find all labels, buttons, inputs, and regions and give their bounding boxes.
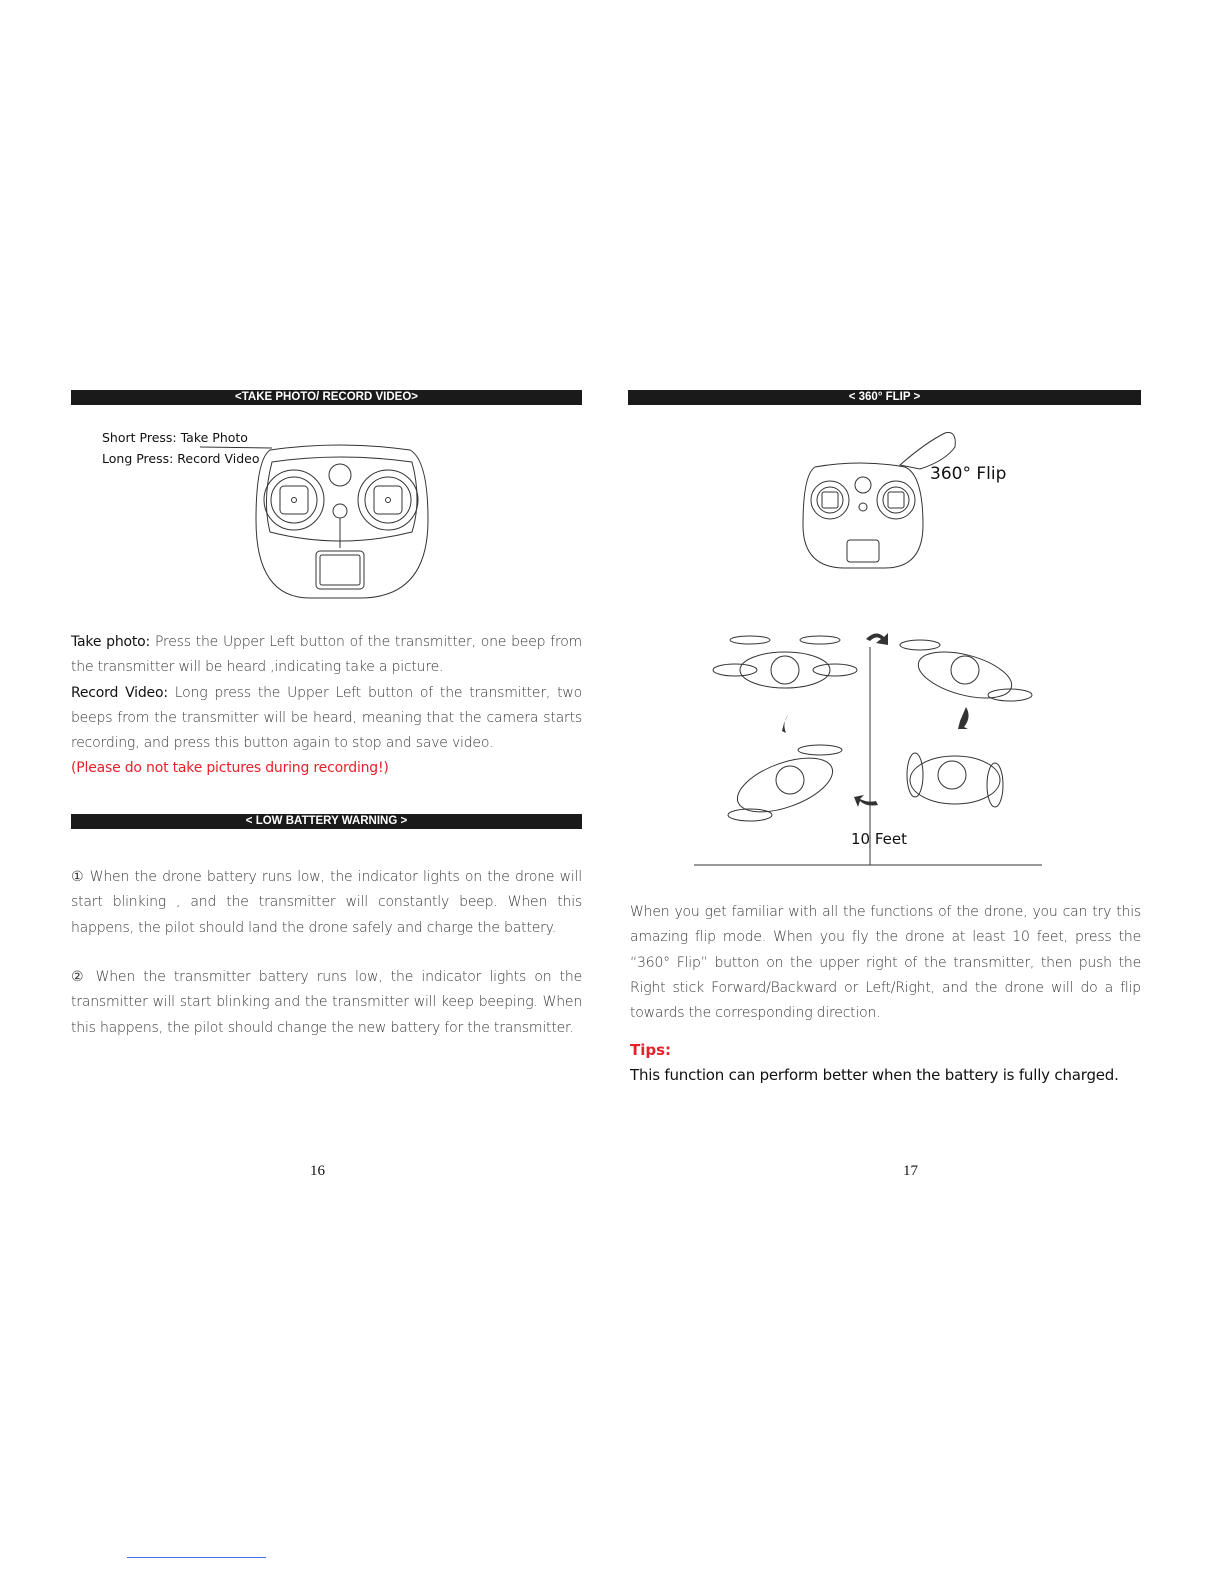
record-video-text: Long press the Upper Left button of the transmitter, two beeps from the transmitter will be heard, meaning that the camera starts recording, and press this button again to stop and save video. bbox=[71, 684, 582, 752]
tips-text: This function can perform better when the battery is fully charged. bbox=[630, 1066, 1119, 1084]
section-header-low-battery: < LOW BATTERY WARNING > bbox=[71, 814, 582, 829]
transmitter-hand-illustration bbox=[795, 425, 965, 575]
low-battery-item-2: ② When the transmitter battery runs low, the indicator lights on the transmitter will start blinking and the transmitter will keep beeping. When this happens, the pilot should change the new battery for the transmitter. bbox=[71, 969, 582, 1036]
flip-description: When you get familiar with all the functions of the drone, you can try this amazing flip mode. When you fly the drone at least 10 feet, press the “360° Flip” button on the upper right of the transmitter, then push the Right stick Forward/Backward or Left/Right, and the drone will do a flip towards the corresponding direction. bbox=[630, 904, 1141, 1022]
distance-label: 10 Feet bbox=[851, 830, 908, 848]
tips-label: Tips: bbox=[630, 1041, 672, 1059]
drone-bottom-right bbox=[907, 753, 1003, 807]
take-photo-paragraph bbox=[71, 630, 582, 782]
callout-short-press: Short Press: Take Photo bbox=[102, 430, 248, 445]
flip-button-label: 360° Flip bbox=[930, 464, 1007, 484]
callout-long-press: Long Press: Record Video bbox=[102, 451, 260, 466]
section-header-take-photo: <TAKE PHOTO/ RECORD VIDEO> bbox=[71, 390, 582, 405]
drone-bottom-left bbox=[728, 745, 842, 823]
recording-warning: (Please do not take pictures during recording!) bbox=[71, 760, 389, 777]
page-number-left: 16 bbox=[310, 1163, 325, 1179]
section-header-360-flip: < 360° FLIP > bbox=[628, 390, 1141, 405]
drone-top-left bbox=[713, 636, 857, 688]
drone-top-right bbox=[900, 640, 1032, 707]
page-number-right: 17 bbox=[903, 1163, 918, 1179]
take-photo-label: Take photo: bbox=[71, 634, 151, 650]
flip-arrows bbox=[782, 633, 969, 807]
stray-underline bbox=[127, 1557, 266, 1558]
transmitter-illustration bbox=[160, 440, 460, 605]
low-battery-item-1: ① When the drone battery runs low, the indicator lights on the drone will start blinking , and the transmitter will constantly beep. When this happens, the pilot should land the drone safely and charge the battery. bbox=[71, 869, 582, 936]
record-video-label: Record Video: bbox=[71, 684, 168, 701]
take-photo-text: Press the Upper Left button of the transmitter, one beep from the transmitter will be heard ,indicating take a picture. bbox=[71, 634, 582, 676]
